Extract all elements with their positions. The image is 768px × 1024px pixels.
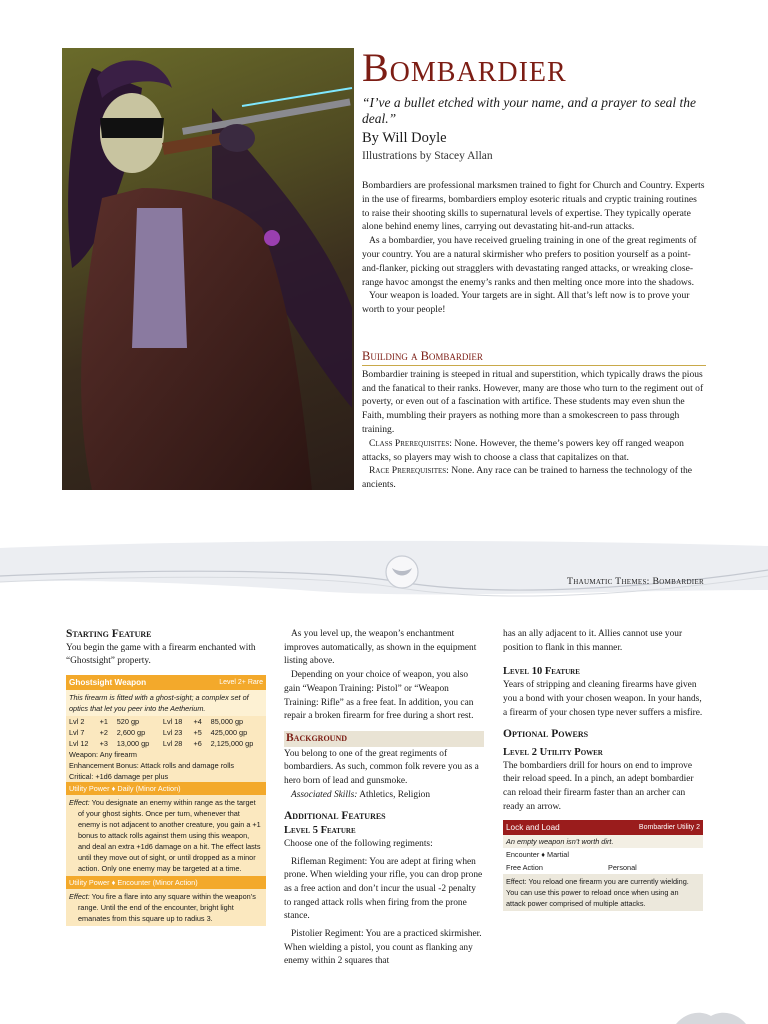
power-level: Bombardier Utility 2 xyxy=(638,824,700,832)
ghostsight-price-table xyxy=(66,716,266,749)
level2-utility-heading: Level 2 Utility Power xyxy=(503,746,603,758)
intro-text xyxy=(362,179,706,317)
skills-label: Associated Skills: xyxy=(291,789,358,800)
column-1 xyxy=(66,628,266,926)
level2-utility-text: The bombardiers drill for hours on end to improve their reload speed. In a pinch, an adept bombardier can reload their firearm faster than an archer can ready an arrow. xyxy=(503,760,694,812)
class-prerequisites xyxy=(362,437,706,465)
background-heading: Background xyxy=(284,731,484,747)
table-cell: +4 xyxy=(193,717,202,727)
effect-label: Effect: xyxy=(506,877,527,887)
table-cell: +1 xyxy=(99,717,108,727)
epigraph-quote: “I’ve a bullet etched with your name, and a prayer to seal the deal.” xyxy=(362,95,697,126)
table-cell: 425,000 gp xyxy=(210,728,248,738)
ghostsight-power1-effect xyxy=(66,795,266,876)
author-byline: By Will Doyle xyxy=(362,130,447,146)
level10-heading: Level 10 Feature xyxy=(503,666,580,678)
additional-features-heading: Additional Features xyxy=(284,810,386,823)
page-divider-banner xyxy=(0,530,768,610)
table-cell: Lvl 18 xyxy=(162,717,183,727)
table-row xyxy=(66,716,266,727)
ghostsight-title-bar xyxy=(66,675,266,690)
power-action-range xyxy=(503,861,703,874)
table-cell: +3 xyxy=(99,739,108,749)
skills-text: Athletics, Religion xyxy=(357,789,431,800)
illustrations-credit: Illustrations by Stacey Allan xyxy=(362,150,493,162)
table-cell: +5 xyxy=(193,728,202,738)
level-up-paragraph: As you level up, the weapon’s enchantment improves automatically, as shown in the equipment listing above. xyxy=(284,629,477,667)
pistolier-regiment xyxy=(284,928,484,969)
rifleman-label: Rifleman Regiment: xyxy=(291,856,368,867)
ghostsight-power2-header: Utility Power ♦ Encounter (Minor Action) xyxy=(66,876,266,889)
weapon-training-paragraph: Depending on your choice of weapon, you also gain “Weapon Training: Pistol” or “Weapon Training: Rifle” as a free feat. In addition, you can repair a broken firearm for free during a short rest. xyxy=(284,670,474,722)
background-text: You belong to one of the great regiments of bombardiers. As such, common folk revere you as a hero born of lead and gunsmoke. xyxy=(284,748,479,787)
building-paragraph: Bombardier training is steeped in ritual and superstition, which typically draws the pious and the fanatical to their ranks. However, many are those who turn to the regiment out of poverty, or even out of a fascination with artifice. These students may even shun the Faith, mumbling their prayers as nothing more than a smokescreen to pass through training. xyxy=(362,368,704,435)
table-cell: +2 xyxy=(99,728,108,738)
ghostsight-weapon-box xyxy=(66,675,266,926)
table-cell: Lvl 28 xyxy=(162,739,183,749)
rifleman-text: You are adept at firing when prone. When wielding your rifle, you can drop prone as a free action and don’t incur the usual -2 penalty to ranged attack rolls when firing from the prone stance. xyxy=(284,856,483,922)
class-prereq-label: Class Prerequisites: xyxy=(369,437,452,449)
table-cell: 2,125,000 gp xyxy=(210,739,254,749)
starting-feature-heading: Starting Feature xyxy=(66,628,152,640)
table-cell: Lvl 7 xyxy=(69,728,85,738)
power-flavor: An empty weapon isn’t worth dirt. xyxy=(503,835,703,848)
table-cell: Lvl 23 xyxy=(162,728,183,738)
ghostsight-critical: Critical: +1d6 damage per plus xyxy=(69,772,169,782)
pistolier-label: Pistolier Regiment: xyxy=(291,929,364,940)
table-cell: 2,600 gp xyxy=(116,728,146,738)
effect-text: You reload one firearm you are currently wielding. You can use this power to reload once when using an attack power comprised of multiple attacks. xyxy=(506,877,689,909)
intro-paragraph: Bombardiers are professional marksmen trained to fight for Church and Country. Experts in the use of firearms, bombardiers employ esoteric rituals and cryptic training routines to raise their shooting skills to supernatural levels of expertise. They typically operate alone behind enemy lines, carrying out devastating hit-and-run attacks. xyxy=(362,180,705,233)
class-prereq-text: None. However, the theme’s powers key off ranged weapon attacks, so players may wish to choose a class that capitalizes on that. xyxy=(362,437,684,463)
page-title: Bombardier xyxy=(362,45,567,90)
effect-label: Effect: xyxy=(69,892,90,902)
ghostsight-level: Level 2+ Rare xyxy=(219,679,263,687)
level5-heading: Level 5 Feature xyxy=(284,825,356,837)
optional-powers-heading: Optional Powers xyxy=(503,728,589,741)
effect-text: You fire a flare into any square within the weapon’s range. Until the end of the encounter, bright light emanates from this square up to radius 3. xyxy=(78,892,256,924)
power-action: Free Action xyxy=(506,863,543,873)
power-title-bar xyxy=(503,820,703,835)
starting-feature-text: You begin the game with a firearm enchanted with “Ghostsight” property. xyxy=(66,642,256,667)
column-3 xyxy=(503,628,703,911)
effect-label: Effect: xyxy=(69,798,90,808)
bombardier-illustration xyxy=(62,48,354,490)
table-cell: +6 xyxy=(193,739,202,749)
pistolier-text: You are a practiced skirmisher. When wielding a pistol, you count as flanking any enemy within 2 squares that xyxy=(284,929,482,967)
table-cell: Lvl 12 xyxy=(69,739,89,749)
table-row xyxy=(66,738,266,749)
intro-paragraph: Your weapon is loaded. Your targets are in sight. All that’s left now is to prove your worth to your people! xyxy=(362,290,690,316)
table-row xyxy=(66,727,266,738)
ghostsight-flavor: This firearm is fitted with a ghost-sight; a complex set of optics that let you peer into the Aetherium. xyxy=(66,690,266,716)
ghostsight-enhancement: Enhancement Bonus: Attack rolls and damage rolls xyxy=(69,761,235,771)
intro-paragraph: As a bombardier, you have received grueling training in one of the great regiments of your country. You are a natural skirmisher who prefers to position yourself as a point-and-flanker, picking out stragglers with devastating ranged attacks, or wreaking close-range havoc amongst the enemy’s ranks and then melting once more into the shadows. xyxy=(362,235,697,288)
column-2 xyxy=(284,628,484,969)
level5-text: Choose one of the following regiments: xyxy=(284,838,433,849)
page-corner-ornament xyxy=(676,1010,746,1024)
race-prereq-text: None. Any race can be trained to harness the technology of the ancients. xyxy=(362,465,693,491)
ghostsight-weapon-type: Weapon: Any firearm xyxy=(69,750,138,760)
effect-text: You designate an enemy within range as the target of your ghost sights. Once per turn, whenever that enemy is not adjacent to another creature, you gain a +1 bonus to attack rolls against them using this weapon, and deal an extra +1d6 damage on a hit. The effect lasts until they move out of sight, or until dropped as a minor action. Only one enemy may be targeted at a time. xyxy=(78,798,261,874)
lock-and-load-power-box xyxy=(503,820,703,911)
rifleman-regiment xyxy=(284,856,484,925)
associated-skills xyxy=(284,789,484,803)
ghostsight-power2-effect xyxy=(66,889,266,926)
table-cell: 520 gp xyxy=(116,717,140,727)
table-cell: 13,000 gp xyxy=(116,739,150,749)
ghostsight-power1-header: Utility Power ♦ Daily (Minor Action) xyxy=(66,782,266,795)
pistolier-continued: has an ally adjacent to it. Allies cannot use your position to flank in this manner. xyxy=(503,629,683,653)
power-name: Lock and Load xyxy=(506,823,560,833)
race-prerequisites xyxy=(362,464,706,492)
table-cell: 85,000 gp xyxy=(210,717,244,727)
ghostsight-name: Ghostsight Weapon xyxy=(69,678,147,688)
power-effect xyxy=(503,874,703,911)
race-prereq-label: Race Prerequisites: xyxy=(369,465,449,477)
power-range: Personal xyxy=(608,863,637,873)
table-cell: Lvl 2 xyxy=(69,717,85,727)
building-heading: Building a Bombardier xyxy=(362,350,706,366)
building-section xyxy=(362,350,706,492)
level10-text: Years of stripping and cleaning firearms have given you a bond with your chosen weapon. In your hands, a firearm of your chosen type never suffers a misfire. xyxy=(503,680,703,718)
power-usage: Encounter ♦ Martial xyxy=(506,850,569,860)
running-header: Thaumatic Themes: Bombardier xyxy=(566,576,704,587)
